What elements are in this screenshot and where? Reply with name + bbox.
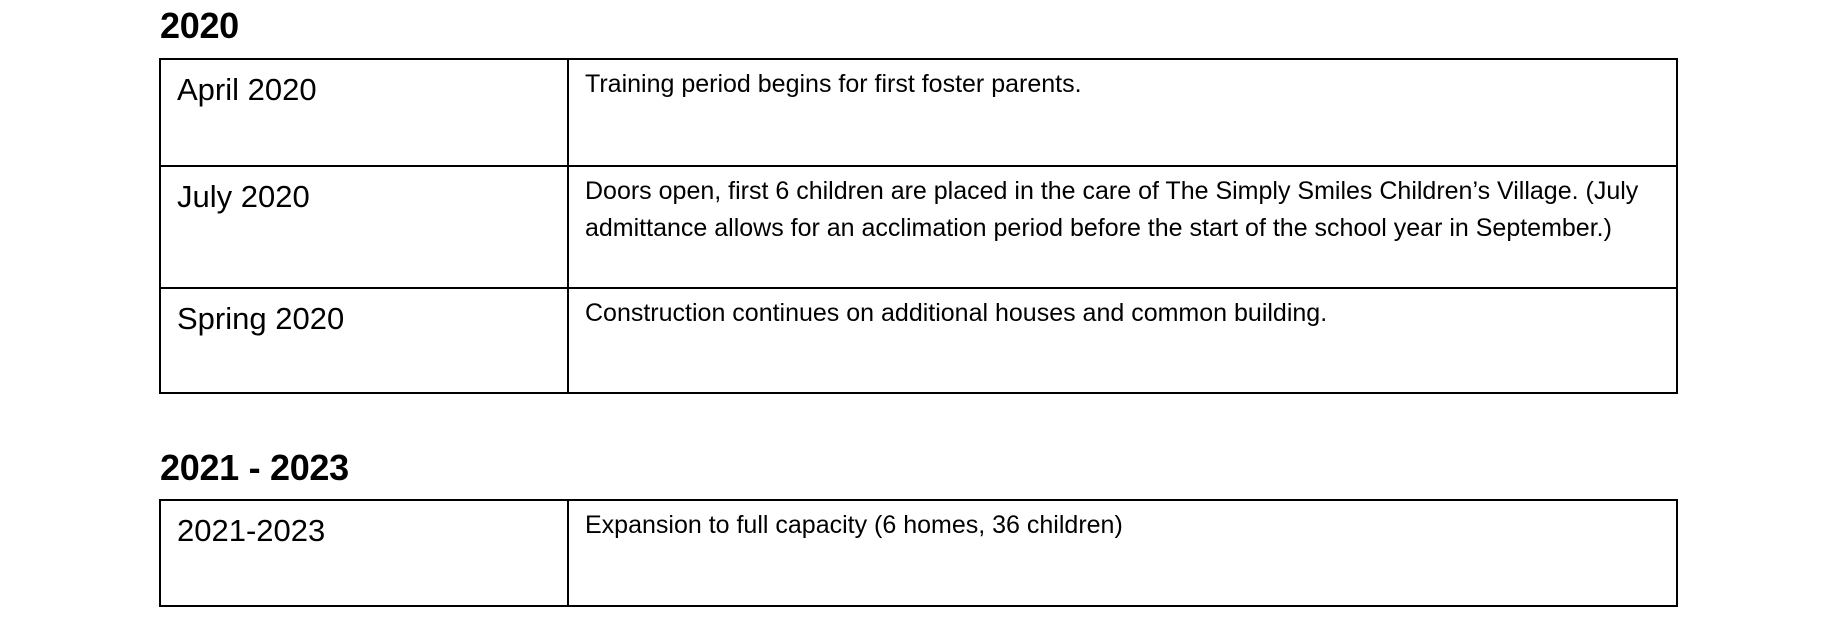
table-row (160, 59, 1677, 166)
date-cell: Spring 2020 (160, 288, 568, 393)
timeline-table-2021-2023 (159, 499, 1678, 607)
timeline-table-2020 (159, 58, 1678, 394)
section-heading-2021-2023: 2021 - 2023 (160, 447, 349, 488)
date-cell: April 2020 (160, 59, 568, 166)
description-cell: Construction continues on additional houses and common building. (568, 288, 1677, 393)
table-row (160, 288, 1677, 393)
date-cell: July 2020 (160, 166, 568, 288)
date-cell: 2021-2023 (160, 500, 568, 606)
description-cell: Training period begins for first foster parents. (568, 59, 1677, 166)
table-row (160, 166, 1677, 288)
description-cell: Doors open, first 6 children are placed in the care of The Simply Smiles Children’s Village. (July admittance allows for an acclimation period before the start of the school year in September.) (568, 166, 1677, 288)
table-row (160, 500, 1677, 606)
description-cell: Expansion to full capacity (6 homes, 36 children) (568, 500, 1677, 606)
section-heading-2020: 2020 (160, 5, 239, 46)
